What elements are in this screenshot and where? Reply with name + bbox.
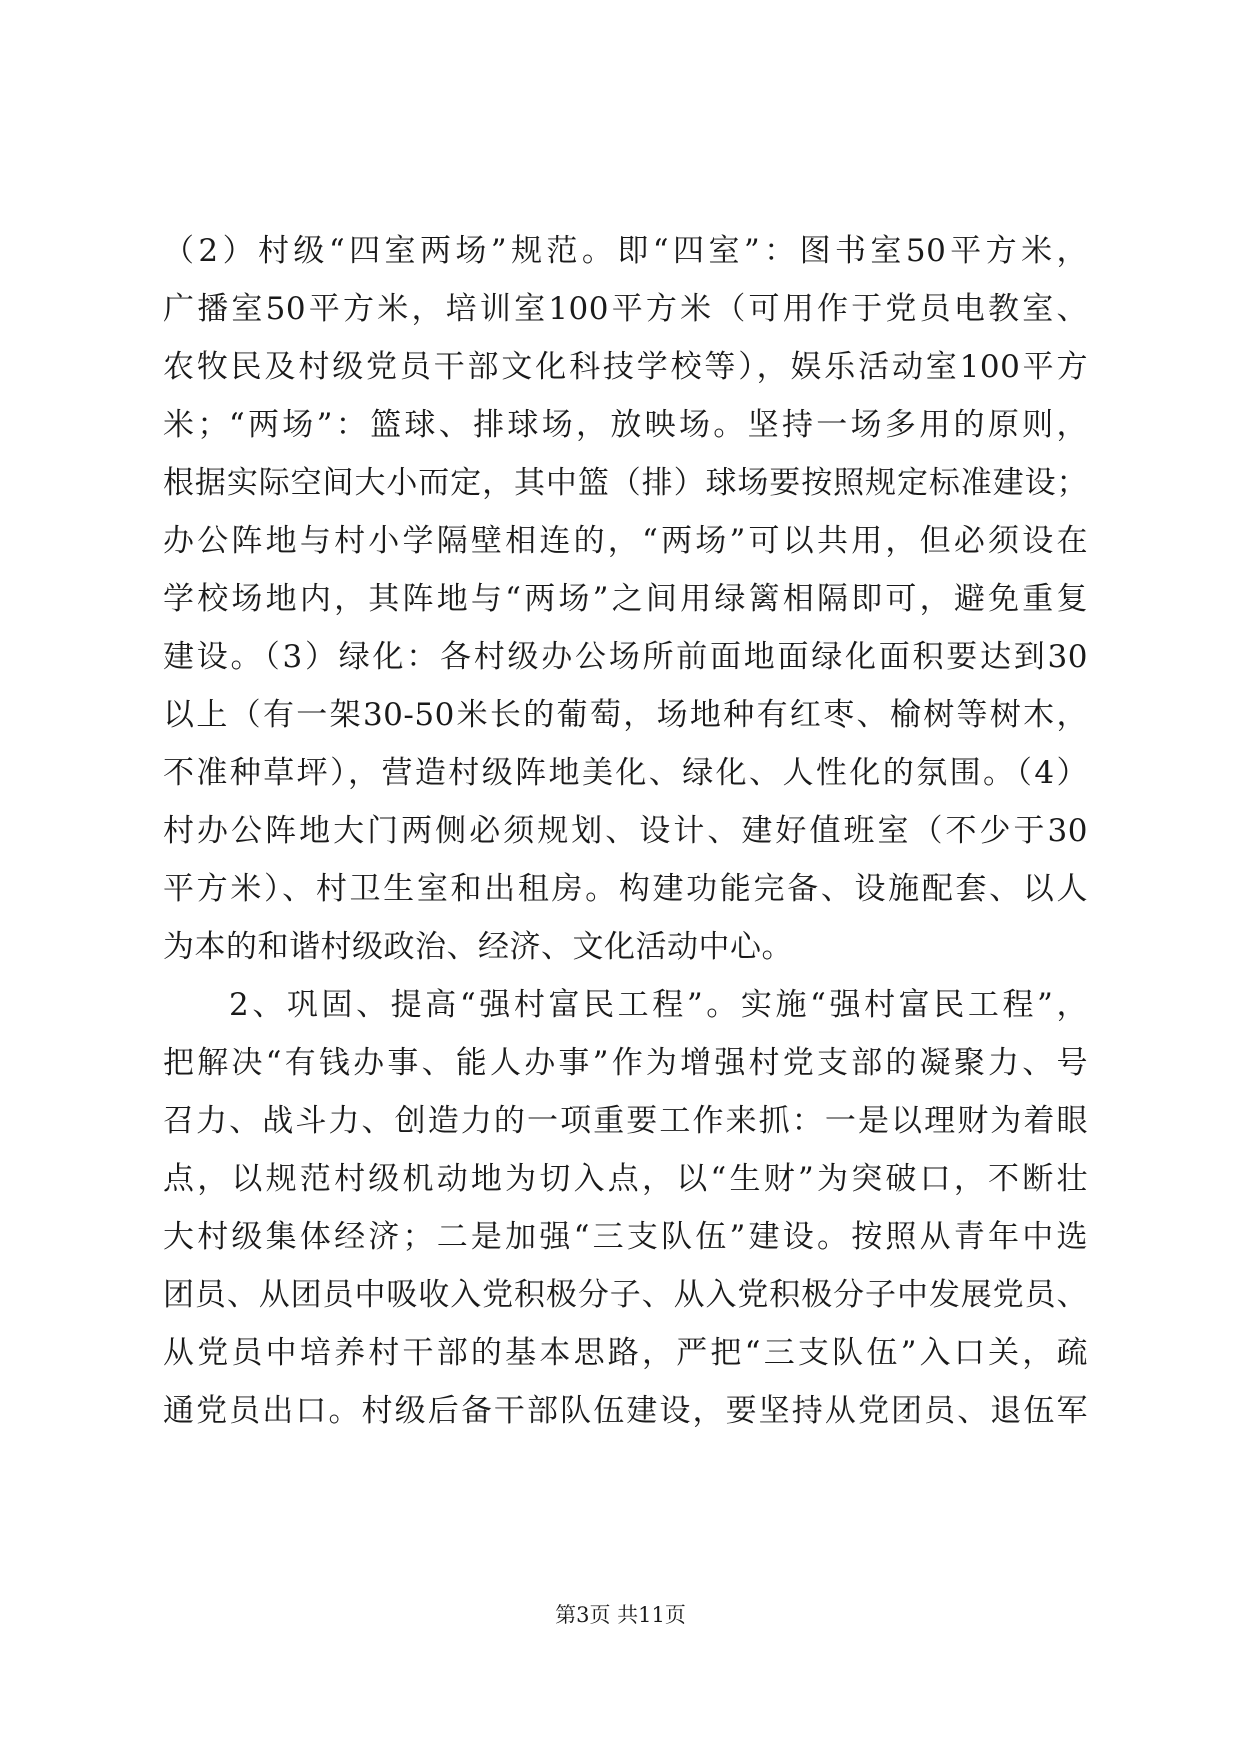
- text-line-3: 农牧民及村级党员干部文化科技学校等），娱乐活动室100平方: [163, 349, 1088, 385]
- text-line-21: 通党员出口。村级后备干部队伍建设，要坚持从党团员、退伍军: [163, 1393, 1088, 1429]
- text-line-10: 不准种草坪），营造村级阵地美化、绿化、人性化的氛围。（4）: [163, 755, 1088, 791]
- text-line-6: 办公阵地与村小学隔壁相连的，“两场”可以共用，但必须设在: [163, 523, 1088, 559]
- text-line-14: 2、巩固、提高“强村富民工程”。实施“强村富民工程”，: [229, 987, 1088, 1023]
- text-line-5: 根据实际空间大小而定，其中篮（排）球场要按照规定标准建设；: [163, 465, 1088, 501]
- text-line-13: 为本的和谐村级政治、经济、文化活动中心。: [163, 929, 793, 965]
- text-line-19: 团员、从团员中吸收入党积极分子、从入党积极分子中发展党员、: [163, 1277, 1088, 1313]
- text-line-2: 广播室50平方米，培训室100平方米（可用作于党员电教室、: [163, 291, 1088, 327]
- text-line-8: 建设。（3）绿化：各村级办公场所前面地面绿化面积要达到30: [163, 639, 1088, 675]
- text-line-9: 以上（有一架30-50米长的葡萄，场地种有红枣、榆树等树木，: [163, 697, 1088, 733]
- text-line-20: 从党员中培养村干部的基本思路，严把“三支队伍”入口关，疏: [163, 1335, 1088, 1371]
- text-line-15: 把解决“有钱办事、能人办事”作为增强村党支部的凝聚力、号: [163, 1045, 1088, 1081]
- text-line-7: 学校场地内，其阵地与“两场”之间用绿篱相隔即可，避免重复: [163, 581, 1088, 617]
- text-line-17: 点，以规范村级机动地为切入点，以“生财”为突破口，不断壮: [163, 1161, 1088, 1197]
- text-line-18: 大村级集体经济；二是加强“三支队伍”建设。按照从青年中选: [163, 1219, 1088, 1255]
- text-line-16: 召力、战斗力、创造力的一项重要工作来抓：一是以理财为着眼: [163, 1103, 1088, 1139]
- text-line-11: 村办公阵地大门两侧必须规划、设计、建好值班室（不少于30: [163, 813, 1088, 849]
- page-number-footer: 第3页 共11页: [555, 1603, 686, 1627]
- text-line-1: （2）村级“四室两场”规范。即“四室”：图书室50平方米，: [163, 233, 1088, 269]
- text-line-4: 米；“两场”：篮球、排球场，放映场。坚持一场多用的原则，: [163, 407, 1088, 443]
- text-line-12: 平方米）、村卫生室和出租房。构建功能完备、设施配套、以人: [163, 871, 1088, 907]
